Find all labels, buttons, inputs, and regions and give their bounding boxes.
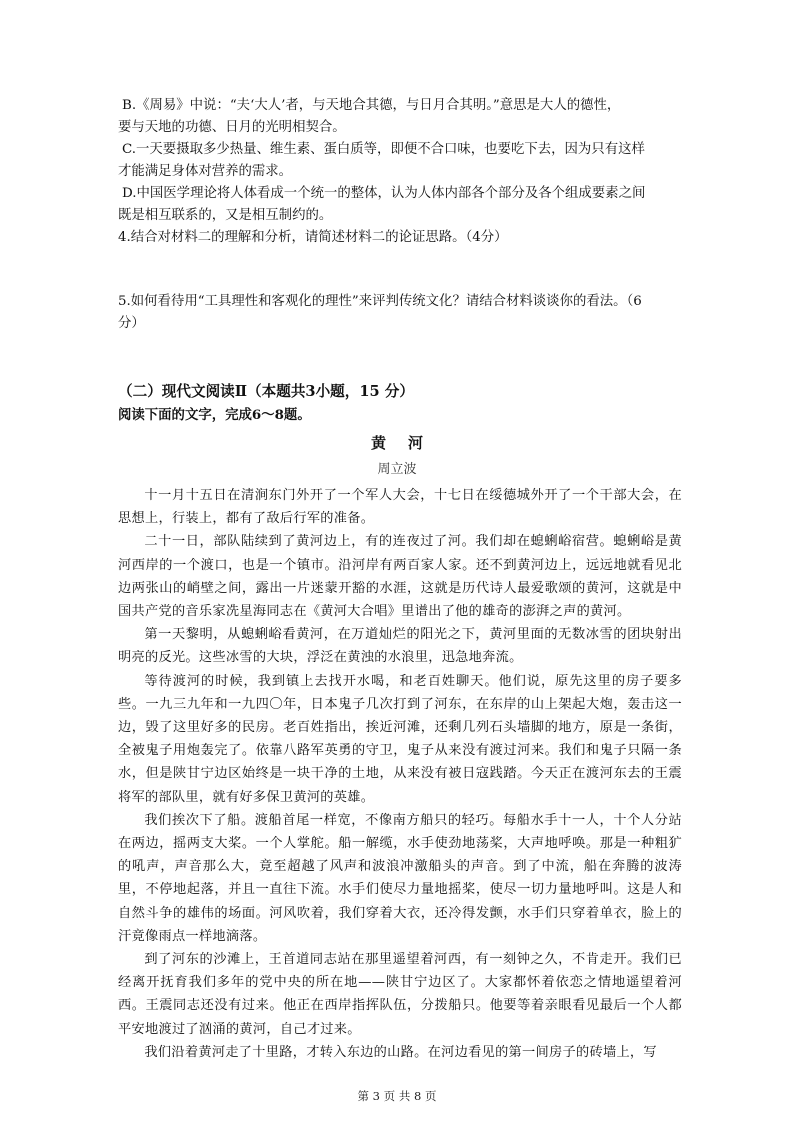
option-b-line1: B.《周易》中说：“夫‘大人’者，与天地合其德，与日月合其明。”意思是大人的德性， (122, 98, 621, 113)
section-instruction: 阅读下面的文字，完成6～8题。 (118, 407, 311, 423)
article-paragraph: 十一月十五日在清涧东门外开了一个军人大会，十七日在绥德城外开了一个干部大会，在思想上，行装上，都有了敌后行军的准备。 (118, 488, 682, 527)
section-heading: （二）现代文阅读Ⅱ（本题共3小题，15 分） (118, 383, 414, 400)
article-paragraph: 第一天黎明，从螅蜊峪看黄河，在万道灿烂的阳光之下，黄河里面的无数冰雪的团块射出明亮的反光。这些冰雪的大块，浮泛在黄浊的水浪里，迅急地奔流。 (118, 627, 682, 666)
option-d-line1: D.中国医学理论将人体看成一个统一的整体，认为人体内部各个部分及各个组成要素之间 (122, 186, 646, 201)
article-paragraph: 我们挨次下了船。渡船首尾一样宽，不像南方船只的轻巧。每船水手十一人，十个人分站在两边，摇两支大桨。一个人掌舵。船一解缆，水手使劲地荡桨，大声地呼唤。那是一种粗犷的吼声，声音那么大，竟至超越了风声和波浪冲激船头的声音。到了中流，船在奔腾的波涛里，不停地起落，并且一直往下流。水手们使尽力量地摇桨，使尽一切力量地呼叫。这是人和自然斗争的雄伟的场面。河风吹着，我们穿着大衣，还冷得发颤，水手们只穿着单衣，脸上的汗竟像雨点一样地滴落。 (118, 812, 682, 944)
option-b-line2: 要与天地的功德、日月的光明相契合。 (118, 120, 346, 135)
article-paragraph: 二十一日，部队陆续到了黄河边上，有的连夜过了河。我们却在螅蜊峪宿营。螅蜊峪是黄河西岸的一个渡口，也是一个镇市。沿河岸有两百家人家。还不到黄河边上，远远地就看见北边两张山的峭壁之间，露出一片迷蒙开豁的水涯，这就是历代诗人最爱歌颂的黄河，这就是中国共产党的音乐家冼星海同志在《黄河大合唱》里谱出了他的雄奇的澎湃之声的黄河。 (118, 534, 682, 620)
option-d-line2: 既是相互联系的，又是相互制约的。 (118, 208, 333, 223)
option-c-line2: 才能满足身体对营养的需求。 (118, 164, 293, 179)
article-paragraph: 等待渡河的时候，我到镇上去找开水喝，和老百姓聊天。他们说，原先这里的房子要多些。一九三九年和一九四〇年，日本鬼子几次打到了河东，在东岸的山上架起大炮，轰击这一边，毁了这里好多的民房。老百姓指出，挨近河滩，还剩几列石头墙脚的地方，原是一条街，全被鬼子用炮轰完了。依靠八路军英勇的守卫，鬼子从来没有渡过河来。我们和鬼子只隔一条水，但是陕甘宁边区始终是一块干净的土地，从来没有被日寇践踏。今天正在渡河东去的王震将军的部队里，就有好多保卫黄河的英雄。 (118, 673, 682, 805)
article-body (118, 484, 682, 1064)
question-5-line2: 分） (118, 316, 145, 331)
question-5-line1: 5.如何看待用“工具理性和客观化的理性”来评判传统文化？请结合材料谈谈你的看法。（6 (118, 294, 642, 309)
option-c-line1: C.一天要摄取多少热量、维生素、蛋白质等，即便不合口味，也要吃下去，因为只有这样 (122, 142, 645, 157)
article-author: 周立波 (377, 462, 417, 477)
article-title: 黄河 (370, 434, 445, 452)
page-footer: 第 3 页 共 8 页 (357, 1089, 437, 1103)
article-paragraph: 我们沿着黄河走了十里路，才转入东边的山路。在河边看见的第一间房子的砖墙上，写 (144, 1044, 657, 1060)
answer-options (118, 95, 688, 227)
article-paragraph: 到了河东的沙滩上，王首道同志站在那里遥望着河西，有一刻钟之久，不肯走开。我们已经离开抚育我们多年的党中央的所在地——陕甘宁边区了。大家都怀着依恋之情地遥望着河西。王震同志还没有过来。他正在西岸指挥队伍，分拨船只。他要等着亲眼看见最后一个人都平安地渡过了汹涌的黄河，自己才过来。 (118, 952, 682, 1037)
question-5 (118, 291, 690, 335)
question-4: 4.结合对材料二的理解和分析，请简述材料二的论证思路。（4分） (118, 230, 508, 245)
